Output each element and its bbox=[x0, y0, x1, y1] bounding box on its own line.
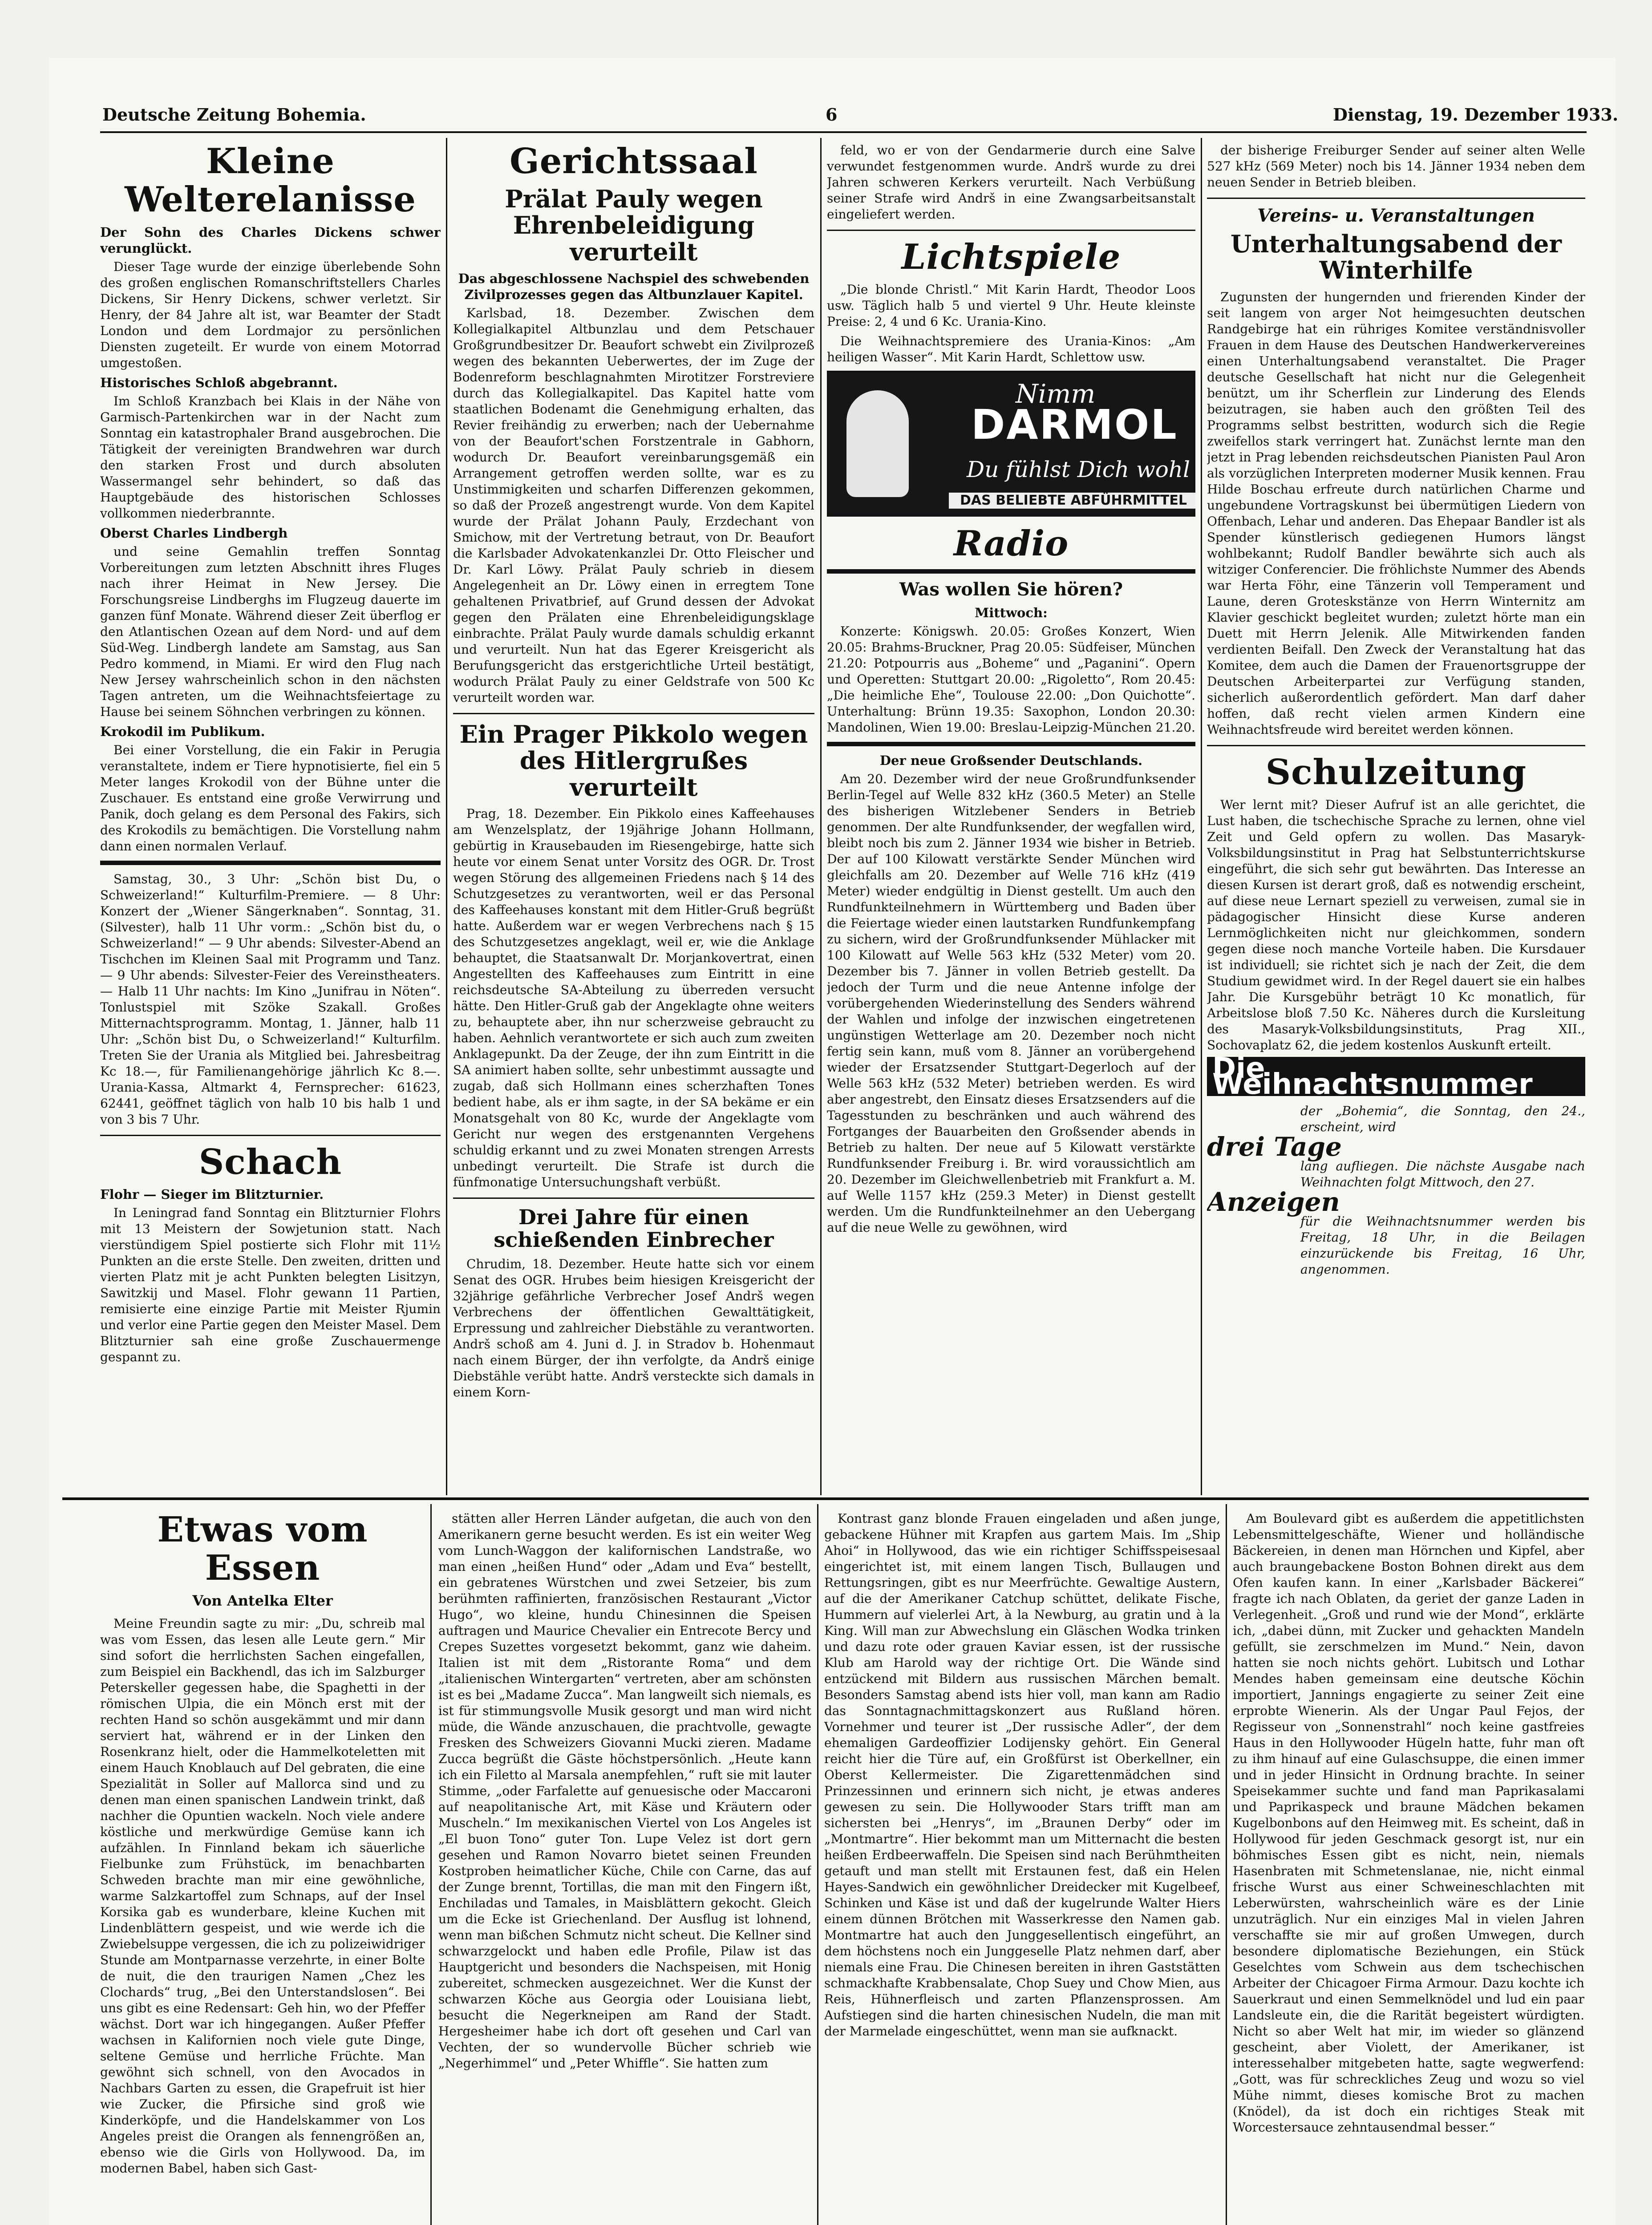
subhead-pauly: Das abgeschlossene Nachspiel des schwebenden Zivilprozesses gegen das Altbunzlauer Kapitel. bbox=[458, 271, 810, 302]
headline-pikkolo: Ein Prager Pikkolo wegen des Hitlergrußes verurteilt bbox=[459, 720, 808, 801]
feuilleton-col-3 bbox=[824, 1511, 1220, 2225]
divider bbox=[453, 713, 814, 714]
feuilleton-title: Etwas vom Essen bbox=[157, 1511, 368, 1588]
headline-schloss: Historisches Schloß abgebrannt. bbox=[100, 375, 338, 390]
ad-tagline: DAS BELIEBTE ABFÜHRMITTEL bbox=[949, 493, 1195, 509]
headline-flohr: Flohr — Sieger im Blitzturnier. bbox=[100, 1187, 324, 1202]
feuilleton-byline: Von Antelka Elter bbox=[192, 1592, 333, 1609]
column-divider bbox=[1226, 1504, 1227, 2225]
radio-program: Konzerte: Königswh. 20.05: Großes Konzert, Wien 20.05: Brahms-Bruckner, Prag 20.05: Südfeiser, München 21.20: Potpourris aus „Boheme“ und „Paganini“. Opern und Operetten: Stuttgart 20.00: „Rigoletto“, Rom 20.45: „Die heimliche Ehe“, Toulouse 22.00: „Don Quichotte“. Unterhaltung: Brünn 19.35: Saxophon, London 20.30: Mandolinen, Wien 19.00: Breslau-Leipzig-München 21.20. bbox=[827, 623, 1195, 735]
column-society bbox=[1207, 142, 1585, 1491]
article-schloss: Im Schloß Kranzbach bei Klais in der Nähe von Garmisch-Partenkirchen war in der Nacht zum Sonntag ein katastrophaler Brand ausgebrochen. Die Tätigkeit der vereinigten Brandwehren war durch den starken Frost und durch absoluten Wassermangel sehr behindert, so daß das Hauptgebäude des historischen Schlosses vollkommen niederbrannte. bbox=[100, 393, 441, 521]
article-continued-radio: der bisherige Freiburger Sender auf seiner alten Welle 527 kHz (569 Meter) noch bis 14. Jänner 1934 neben dem neuen Sender in Betrieb bleiben. bbox=[1207, 143, 1585, 190]
cinema-premiere: Die Weihnachtspremiere des Urania-Kinos: „Am heiligen Wasser“. Mit Karin Hardt, Schlettow usw. bbox=[827, 333, 1195, 364]
section-title-schach: Schach bbox=[198, 1141, 342, 1182]
feuilleton-text-3: Kontrast ganz blonde Frauen eingeladen und aßen junge, gebackene Hühner mit Krapfen aus gartem Mais. Im „Ship Ahoi“ in Hollywood, das wie ein richtiger Schiffsspeisesaal eingerichtet ist, mit einem langen Tisch, Bullaugen und Rettungsringen, gibt es nur Meerfrüchte. Gewaltige Austern, auf die der Amerikaner Catchup schüttet, delikate Fische, Hummern auf vielerlei Art, à la Newburg, au gratin und à la King. Will man zur Abwechslung ein Gläschen Wodka trinken und dazu rote oder grauen Kaviar essen, ist der russische Klub am Harold way der richtige Ort. Die Wände sind entzückend mit Bildern aus russischen Märchen bemalt. Besonders Samstag abend ists hier voll, man kann am Radio das Sonntagnachmittagskonzert aus Rußland hören. Vornehmer und teurer ist „Der russische Adler“, der dem ehemaligen Gardeoffizier Lodijensky gehört. Ein General reicht hier die Türe auf, ein Großfürst ist Oberkellner, ein Oberst Kellermeister. Die Zigarettenmädchen sind Prinzessinnen und erinnern sich nicht, je etwas anderes gewesen zu sein. Die Hollywooder Stars trifft man am sichersten bei „Henrys“, im „Braunen Derby“ oder im „Montmartre“. Hier bekommt man um Mitternacht die besten heißen Erdbeerwaffeln. Die Speisen sind nach Berühmtheiten getauft und man stellt mit Erstaunen fest, daß ein Helen Hayes-Sandwich ein gewöhnlicher Dreidecker mit Kugelbeef, Schinken und Käse ist und daß der kugelrunde Walter Hiers einem dünnen Brötchen mit Wasserkresse den Namen gab. Montmartre hat auch den Junggesellentisch eingeführt, an dem höchstens noch ein Junggeselle Platz nehmen darf, aber niemals eine Frau. Die Chinesen bereiten in ihren Gaststätten schmackhafte Krabbensalate, Chop Suey und Chow Mien, aus Reis, Hühnerfleisch und zarten Pflanzensprossen. Am Aufstiegen sind die harten chinesischen Nudeln, die man mit der Marmelade eingeschüttet, wenn man sie aufknackt. bbox=[824, 1511, 1220, 2039]
divider bbox=[453, 1197, 814, 1199]
feuilleton-col-1 bbox=[100, 1511, 425, 2225]
header-rule bbox=[100, 131, 1587, 133]
column-divider bbox=[430, 1504, 432, 2225]
ad-slogan: Du fühlst Dich wohl bbox=[967, 456, 1190, 482]
notice-anzeigen: Anzeigen bbox=[1207, 1186, 1340, 1217]
notice-next-issue: lang aufliegen. Die nächste Ausgabe nach Weihnachten folgt Mittwoch, den 27. bbox=[1300, 1158, 1585, 1189]
headline-dickens: Der Sohn des Charles Dickens schwer verunglückt. bbox=[100, 224, 441, 256]
headline-sender: Der neue Großsender Deutschlands. bbox=[879, 752, 1143, 768]
section-title-gerichtssaal: Gerichtssaal bbox=[510, 142, 758, 182]
article-sender: Am 20. Dezember wird der neue Großrundfunksender Berlin-Tegel auf Welle 832 kHz (360.5 Meter) an Stelle des bisherigen Witzlebener Senders in Betrieb genommen. Der alte Rundfunksender, der wegfallen wird, bleibt noch bis zum 2. Jänner 1934 wie bisher in Betrieb. Der auf 100 Kilowatt verstärkte Sender München wird gleichfalls am 20. Dezember auf Welle 716 kHz (419 Meter) wieder endgültig in Dienst gestellt. Um auch den Rundfunkteilnehmern in Württemberg und Baden über die Feiertage wieder einen lautstarken Rundfunkempfang zu sichern, wird der Großrundfunksender Mühlacker mit 100 Kilowatt auf Welle 563 kHz (532 Meter) vom 20. Dezember bis 7. Jänner in vollen Betrieb gestellt. Da jedoch der Turm und die neue Antenne infolge der vorübergehenden Wiederinstellung des Senders während der Wahlen und infolge der inzwischen eingetretenen ungünstigen Wetterlage am 20. Dezember noch nicht fertig sein kann, muß vom 8. Jänner an vorübergehend wieder der Ersatzsender Stuttgart-Degerloch auf der Welle 563 kHz (532 Meter) betrieben werden. Es wird aber angestrebt, den Einsatz dieses Ersatzsenders auf die Tagesstunden zu beschränken und auch während des Fortganges der Bauarbeiten den Großsender abends in Betrieb zu halten. Der neue auf 5 Kilowatt verstärkte Rundfunksender Freiburg i. Br. wird voraussichtlich am 20. Dezember im Gleichwellenbetrieb mit Frankfurt a. M. auf Welle 1157 kHz (259.3 Meter) in Dienst gestellt werden. Um die Rundfunkteilnehmer an den Uebergang auf die neue Welle zu gewöhnen, wird bbox=[827, 771, 1195, 1235]
section-title-vereine: Vereins- u. Veranstaltungen bbox=[1257, 205, 1535, 226]
section-title-radio: Radio bbox=[953, 523, 1069, 564]
headline-lindbergh: Oberst Charles Lindbergh bbox=[100, 525, 288, 541]
ad-top-text: Nimm bbox=[1016, 378, 1096, 409]
feuilleton-text-1: Meine Freundin sagte zu mir: „Du, schreib mal was vom Essen, das lesen alle Leute gern.“ Mir sind sofort die herrlichsten Sachen eingefallen, zum Beispiel ein Backhendl, das ich im Salzburger Peterskeller gegessen habe, die Spaghetti in der römischen Ulpia, die ein Mönch erst mit der rechten Hand so schön ausgekämmt und mir dann serviert hat, während er in der Linken den Rosenkranz hielt, oder die Hammelkoteletten mit einem Hauch Knoblauch auf Del gebraten, die eine Spezialität in Soller auf Mallorca sind und zu denen man einen spanischen Landwein trinkt, daß nachher die Opuntien wackeln. Noch viele andere köstliche und merkwürdige Gemüse kann ich aufzählen. In Finnland bekam ich säuerliche Fielbunke zum Frühstück, im benachbarten Schweden brachte man mir eine gewöhnliche, warme Salzkartoffel zum Schnaps, auf der Insel Korsika gab es wunderbare, kleine Kuchen mit Lindenblättern gespeist, und wie werde ich die Zwiebelsuppe vergessen, die ich zu polizeiwidriger Stunde am Montparnasse verzehrte, in einer Bolte de nuit, die den traurigen Namen „Chez les Clochards“ trug, „Bei den Unterstandslosen“. Bei uns gibt es eine Redensart: Geh hin, wo der Pfeffer wächst. Dort war ich hingegangen. Außer Pfeffer wachsen in Kalifornien noch viele gute Dinge, seltene Gemüse und herrliche Früchte. Man gewöhnt sich schnell, von den Avocados in Nachbars Garten zu essen, die Grapefruit ist hier wie Zucker, die Pfirsiche sind groß wie Kinderköpfe, und die Handelskammer von Los Angeles preist die Orangen als fennengrößen an, ebenso wie die Girls von Hollywood. Da, im modernen Babel, haben sich Gast- bbox=[100, 1616, 425, 2176]
article-schulzeitung: Wer lernt mit? Dieser Aufruf ist an alle gerichtet, die Lust haben, die tschechische Sprache zu lernen, ohne viel Zeit und Geld opfern zu wollen. Das Masaryk-Volksbildungsinstitut in Prag hat Selbstunterrichtskurse eingeführt, die sich sehr gut bewährten. Das Interesse an diesen Kursen ist derart groß, daß es notwendig erscheint, auf diese neue Lernart speziell zu verweisen, zumal sie in pädagogischer Hinsicht diese Kurse anderen Lernmöglichkeiten nicht nur gleichkommen, sondern gegen diese noch manche Vorteile haben. Die Kursdauer ist individuell; sie richtet sich je nach der Zeit, die dem Studium gewidmet wird. In der Regel dauert sie ein halbes Jahr. Die Kursgebühr beträgt 10 Kc monatlich, für Arbeitslose bloß 7.50 Kc. Näheres durch die Kursleitung des Masaryk-Volksbildungsinstituts, Prag XII., Sochovaplatz 62, die jedem kostenlos Auskunft erteilt. bbox=[1207, 797, 1585, 1052]
divider bbox=[100, 1135, 441, 1136]
divider bbox=[827, 569, 1195, 574]
ad-brand: DARMOL bbox=[971, 400, 1178, 449]
section-title-schulzeitung: Schulzeitung bbox=[1265, 752, 1527, 793]
column-court bbox=[453, 142, 814, 1491]
article-krokodil: Bei einer Vorstellung, die ein Fakir in Perugia veranstaltete, indem er Tiere hypnotisierte, fiel ein 5 Meter langes Krokodil von der Bühne unter die Zuschauer. Es entstand eine große Verwirrung und Panik, doch gelang es dem Personal des Fakirs, sich des Krokodils zu bemächtigen. Die Vorstellung nahm dann einen normalen Verlauf. bbox=[100, 742, 441, 854]
notice-anzeigen-text: für die Weihnachtsnummer werden bis Freitag, 18 Uhr, in die Beilagen einzurückende bis Freitag, 16 Uhr, angenommen. bbox=[1300, 1214, 1585, 1277]
notice-weihnachtsnummer-title: Die Weihnachtsnummer bbox=[1207, 1057, 1585, 1096]
cinema-listing: „Die blonde Christl.“ Mit Karin Hardt, Theodor Loos usw. Täglich halb 5 und viertel 9 Uhr. Heute kleinste Preise: 2, 4 und 6 Kc. Urania-Kino. bbox=[827, 282, 1195, 329]
headline-radio: Was wollen Sie hören? bbox=[899, 578, 1123, 600]
notice-drei-tage: drei Tage bbox=[1207, 1131, 1342, 1162]
article-flohr: In Leningrad fand Sonntag ein Blitzturnier Flohrs mit 13 Meistern der Sowjetunion statt. Nach vierstündigem Spiel postierte sich Flohr mit 11½ Punkten an die erste Stelle. Den zweiten, dritten und vierten Platz mit je acht Punkten belegten Lisitzyn, Sawitzkij und Masel. Flohr gewann 11 Partien, remisierte eine einzige Partie mit Meister Rjumin und verlor eine Partie gegen den Meister Masel. Dem Blitzturnier sah eine große Zuschauermenge gespannt zu. bbox=[100, 1206, 441, 1365]
page-number: 6 bbox=[826, 105, 838, 125]
section-title-welterelanisse: Kleine Welterelanisse bbox=[125, 142, 416, 220]
radio-day: Mittwoch: bbox=[975, 605, 1048, 620]
divider bbox=[100, 861, 441, 865]
column-divider bbox=[1201, 138, 1202, 1495]
divider bbox=[827, 742, 1195, 746]
article-pauly: Karlsbad, 18. Dezember. Zwischen dem Kollegialkapitel Altbunzlau und dem Petschauer Großgrundbesitzer Dr. Beaufort schwebt ein Zivilprozeß wegen des bekannten Ueberwertes, der im Zuge der Bodenreform beschlagnahmten Mirotitzer Forstreviere durch das Kollegialkapitel. Das Kapitel hatte vom staatlichen Bodenamt die Genehmigung erhalten, das Revier freihändig zu erwerben; nach der Uebernahme von der Beaufort'schen Forstzentrale in Gabhorn, wodurch Dr. Beaufort vereinbarungsgemäß ein Arrangement getroffen werden sollte, war es zu Unstimmigkeiten und scharfen Differenzen gekommen, so daß der Prozeß angestrengt wurde. Von dem Kapitel wurde der Prälat Johann Pauly, Erzdechant von Smichow, mit der Vertretung betraut, von Dr. Beaufort die Karlsbader Advokatenkanzlei Dr. Otto Fleischer und Dr. Karl Löwy. Prälat Pauly schrieb in diesem Angelegenheit an Dr. Löwy einen in erregtem Tone gehaltenen Privatbrief, auf Grund dessen der Advokat gegen den Prälaten eine Ehrenbeleidigungsklage einbrachte. Prälat Pauly wurde damals schuldig erkannt und verurteilt. Nun hat das Egerer Kreisgericht als Berufungsgericht das erstgerichtliche Urteil bestätigt, wodurch Prälat Pauly zu einer Geldstrafe von 500 Kc verurteilt worden war. bbox=[453, 305, 814, 705]
headline-einbrecher: Drei Jahre für einen schießenden Einbrecher bbox=[494, 1205, 774, 1252]
feuilleton-col-2 bbox=[438, 1511, 811, 2225]
divider bbox=[1207, 198, 1585, 199]
article-lindbergh: und seine Gemahlin treffen Sonntag Vorbereitungen zum letzten Abschnitt ihres Fluges nach ihrer Heimat in New Jersey. Die Forschungsreise Lindberghs im Flugzeug dauerte im ganzen fünf Monate. Während dieser Zeit überflog er den Atlantischen Ozean auf dem Nord- und auf dem Süd-Weg. Lindbergh landete am Samstag, aus San Pedro kommend, in Miami. Er wird den Flug nach New Jersey wahrscheinlich schon in den nächsten Tagen antreten, um die Weihnachtsfeiertage zu Hause bei seinem Söhnchen verbringen zu können. bbox=[100, 544, 441, 719]
column-film-radio bbox=[827, 142, 1195, 1491]
article-dickens: Dieser Tage wurde der einzige überlebende Sohn des großen englischen Romanschriftstellers Charles Dickens, Sir Henry Dickens, schwer verletzt. Sir Henry, der 84 Jahre alt ist, war Beamter der Stadt London und dem Lordmajor zu persönlichen Diensten zugeteilt. Er wurde von einem Motorrad umgestoßen. bbox=[100, 259, 441, 370]
article-winterhilfe: Zugunsten der hungernden und frierenden Kinder der seit langem von arger Not heimgesuchten deutschen Randgebirge hat ein rühriges Komitee verständnisvoller Frauen in dem Hause des Deutschen Handwerkervereines einen Unterhaltungsabend veranstaltet. Die Prager deutsche Gesellschaft hat nicht nur die Gelegenheit benützt, um ihr Scherflein zur Linderung des Elends beizutragen, sie haben auch den größten Teil des Programms selbst bestritten, wodurch sich die Regie zweifellos stark verringert hat. Zunächst lernte man den jetzt in Prag lebenden reichsdeutschen Pianisten Paul Aron als vorzüglichen Interpreten moderner Musik kennen. Frau Hilde Boschau erfreute durch natürlichen Charme und ungebundene Vortragskunst bei übermütigen Liedern von Offenbach, Lehar und anderen. Das Ehepaar Bandler ist als Spender künstlerisch gediegenen Humors längst wohlbekannt; Rudolf Bandler bewährte sich auch als witziger Conferencier. Die fröhlichste Nummer des Abends war Herta Föhr, eine Tänzerin voll Temperament und Laune, deren Groteskstänze von Herrn Winternitz am Klavier geschickt begleitet wurden; zuletzt hörte man ein Duett mit Herrn Jelenik. Alle Mitwirkenden fanden verdienten Beifall. Den Zweck der Veranstaltung hat das Komitee, dem auch die Damen der Frauenortsgruppe der Deutschen Arbeiterpartei zur Verfügung standen, sicherlich außerordentlich gefördert. Man darf daher hoffen, daß recht vielen armen Kindern eine Weihnachtsfreude wird bereitet werden können. bbox=[1207, 289, 1585, 737]
feuilleton-text-4: Am Boulevard gibt es außerdem die appetitlichsten Lebensmittelgeschäfte, Wiener und holländische Bäckereien, in denen man Hörnchen und Kipfel, aber auch braungebackene Boston Bohnen direkt aus dem Ofen kaufen kann. In einer „Karlsbader Bäckerei“ fragte ich nach Oblaten, da geriet der ganze Laden in Verlegenheit. „Groß und rund wie der Mond“, erklärte ich, „dabei dünn, mit Zucker und gehackten Mandeln gefüllt, sie zerschmelzen im Mund.“ Nein, davon hatten sie noch nichts gehört. Lubitsch und Lothar Mendes haben gemeinsam eine deutsche Köchin importiert, Jannings engagierte zu seiner Zeit eine erprobte Wienerin. Als der Ungar Paul Fejos, der Regisseur von „Sonnenstrahl“ noch keine gastfreies Haus in den Hollywooder Hügeln hatte, fuhr man oft zu ihm hinauf auf eine Gulaschsuppe, die einen immer und in jeder Hinsicht in Ordnung brachte. In seiner Speisekammer suchte und fand man Paprikasalami und Paprikaspeck und braune Mädchen bekamen Kugelbonbons auf den Heimweg mit. Es scheint, daß in Hollywood für jeden Geschmack gesorgt ist, nur ein böhmisches Essen gibt es nicht, nein, niemals Hasenbraten mit Schmetenslanae, nie, nicht einmal frische Wurst aus einer Schweineschlachten mit Leberwürsten, wahrscheinlich wäre es der Linie unzuträglich. Nur ein einziges Mal in vielen Jahren verschaffte sie mir auf großen Umwegen, durch besondere diplomatische Beziehungen, ein Stück Geselchtes vom Schwein aus dem tschechischen Arbeiter der Chicagoer Firma Armour. Dazu kochte ich Sauerkraut und einen Semmelknödel und lud ein paar Landsleute ein, die die Rarität begeistert würdigten. Nicht so aber Welt hat mir, im wieder so glänzend gescheint, aber Violett, der Amerikaner, ist interessehalber mitgebeten hatte, sagte wegwerfend: „Gott, was für schreckliches Zeug und wozu so viel Mühe nimmt, dieses komische Brot zu machen (Knödel), da ist doch ein richtiges Steak mit Worcestersauce zehntausendmal besser.“ bbox=[1233, 1511, 1584, 2135]
headline-pauly: Prälat Pauly wegen Ehrenbeleidigung verurteilt bbox=[505, 184, 763, 266]
article-einbrecher: Chrudim, 18. Dezember. Heute hatte sich vor einem Senat des OGR. Hrubes beim hiesigen Kreisgericht der 32jährige gefährliche Verbrecher Josef Andrš wegen Verbrechens der öffentlichen Gewalttätigkeit, Erpressung und zahlreicher Diebstähle zu verantworten. Andrš schoß am 4. Juni d. J. in Stradov b. Hohenmaut nach einem Bürger, der ihn verfolgte, da Andrš einige Diebstähle verübt hatte. Andrš versteckte sich damals in einem Korn- bbox=[453, 1257, 814, 1400]
column-divider bbox=[820, 138, 822, 1495]
masthead-left: Deutsche Zeitung Bohemia. bbox=[102, 105, 366, 125]
urania-program: Samstag, 30., 3 Uhr: „Schön bist Du, o Schweizerland!“ Kulturfilm-Premiere. — 8 Uhr: Konzert der „Wiener Sängerknaben“. Sonntag, 31. (Silvester), halb 11 Uhr vorm.: „Schön bist du, o Schweizerland!“ — 9 Uhr abends: Silvester-Abend an Tischchen im Kleinen Saal mit Programm und Tanz. — 9 Uhr abends: Silvester-Feier des Vereinstheaters. — Halb 11 Uhr nachts: Im Kino „Junifrau in Nöten“. Tonlustspiel mit Szöke Szakall. Großes Mitternachtsprogramm. Montag, 1. Jänner, halb 11 Uhr: „Schön bist Du, o Schweizerland!“ Kulturfilm. Treten Sie der Urania als Mitglied bei. Jahresbeitrag Kc 18.—, für Familienangehörige jährlich Kc 8.—. Urania-Kassa, Altmarkt 4, Fernsprecher: 61623, 62441, geöffnet täglich von halb 10 bis halb 1 und von 3 bis 7 Uhr. bbox=[100, 871, 441, 1127]
feuilleton-text-2: stätten aller Herren Länder aufgetan, die auch von den Amerikanern gerne besucht werden. Es ist ein weiter Weg vom Lunch-Waggon der kalifornischen Landstraße, wo man einen „heißen Hund“ oder „Adam und Eva“ bestellt, ein gebratenes Würstchen und zwei Setzeier, bis zum berühmten raffinierten, französischen Restaurant „Victor Hugo“, wo kleine, hundu Chinesinnen die Speisen auftragen und Maurice Chevalier ein Entrecote Bercy und Crepes Suzettes vorgesetzt bekommt, ganz wie daheim. Italien ist mit dem „Ristorante Roma“ und dem „italienischen Wintergarten“ vertreten, aber am schönsten ist es bei „Madame Zucca“. Man langweilt sich niemals, es ist für stimmungsvolle Musik gesorgt und man wird nicht müde, die Wände anzuschauen, die prachtvolle, gewagte Fresken des Schweizers Giovanni Mucki zieren. Madame Zucca begrüßt die Gäste höchstpersönlich. „Heute kann ich ein Filetto al Marsala anempfehlen,“ ruft sie mit lauter Stimme, „oder Farfalette auf genuesische oder Maccaroni auf neapolitanische Art, mit Käse und Kräutern oder Muscheln.“ Im mexikanischen Viertel von Los Angeles ist „El buon Tono“ guter Ton. Lupe Velez ist dort gern gesehen und Ramon Novarro bietet seinen Freunden Kostproben heimatlicher Küche, Chile con Carne, das auf der Zunge brennt, Tortillas, die man mit den Fingern ißt, Enchiladas und Tamales, in Maisblättern gekocht. Gleich um die Ecke ist Griechenland. Der Ausflug ist lohnend, wenn man bißchen Schmutz nicht scheut. Die Kellner sind schwarzgelockt und haben edle Profile, Pilaw ist das Hauptgericht und besonders die Nachspeisen, mit Honig zubereitet, schmecken ausgezeichnet. Wer die Kunst der schwarzen Köche aus Georgia oder Louisiana liebt, besucht die Negerkneipen am Rand der Stadt. Hergesheimer habe ich dort oft gesehen und Carl van Vechten, der so wundervolle Bücher schrieb wie „Negerhimmel“ und „Peter Whiffle“. Sie hatten zum bbox=[438, 1511, 811, 2071]
column-divider bbox=[817, 1504, 818, 2225]
divider bbox=[827, 230, 1195, 231]
column-divider bbox=[446, 138, 447, 1495]
notice-weihnachtsnummer-text: der „Bohemia“, die Sonntag, den 24., erscheint, wird bbox=[1300, 1103, 1585, 1134]
headline-krokodil: Krokodil im Publikum. bbox=[100, 724, 265, 739]
figure-illustration bbox=[846, 390, 909, 497]
article-continued: feld, wo er von der Gendarmerie durch eine Salve verwundet festgenommen wurde. Andrš wurde zu drei Jahren schweren Kerkers verurteilt. Nach Verbüßung seiner Strafe wird Andrš in eine Zwangsarbeitsanstalt eingeliefert werden. bbox=[827, 143, 1195, 222]
article-pikkolo: Prag, 18. Dezember. Ein Pikkolo eines Kaffeehauses am Wenzelsplatz, der 19jährige Johann Hollmann, gebürtig in Krausebauden im Riesengebirge, hatte sich heute vor einem Senat unter Vorsitz des OGR. Dr. Trost wegen Störung des allgemeinen Friedens nach § 14 des Schutzgesetzes zu verantworten, weil er das Personal des Kaffeehauses konstant mit dem Hitler-Gruß begrüßt hatte. Außerdem war er wegen Verbrechens nach § 15 des Schutzgesetzes angeklagt, weil er, wie die Anklage behauptet, die Staatsanwalt Dr. Morjankovertrat, einen Angestellten des Kaffeehauses zum Eintritt in eine reichsdeutsche SA-Abteilung zu überreden versucht hätte. Den Hitler-Gruß gab der Angeklagte ohne weiters zu, behauptete aber, ihn nur scherzweise gebraucht zu haben. Aehnlich verantwortete er sich auch zum zweiten Anklagepunkt. Da der Zeuge, der ihn zum Eintritt in die SA animiert haben sollte, sehr unbestimmt aussagte und zugab, daß sich Hollmann eines scherzhaften Tones bedient habe, als er ihm sagte, in der SA bekäme er ein Monatsgehalt von 80 Kc, wurde der Angeklagte vom Gericht nur wegen des erstgenannten Vergehens schuldig erkannt und zu zwei Monaten strengen Arrests unbedingt verurteilt. Die Strafe ist durch die fünfmonatige Untersuchungshaft verbüßt. bbox=[453, 806, 814, 1190]
section-title-lichtspiele: Lichtspiele bbox=[901, 237, 1121, 277]
headline-winterhilfe: Unterhaltungsabend der Winterhilfe bbox=[1231, 230, 1562, 285]
column-world-news bbox=[100, 142, 441, 1491]
divider bbox=[1207, 745, 1585, 746]
masthead-date: Dienstag, 19. Dezember 1933. bbox=[1333, 105, 1619, 125]
feuilleton-col-4 bbox=[1233, 1511, 1584, 2225]
darmol-advertisement bbox=[827, 371, 1195, 517]
section-rule bbox=[62, 1497, 1589, 1500]
